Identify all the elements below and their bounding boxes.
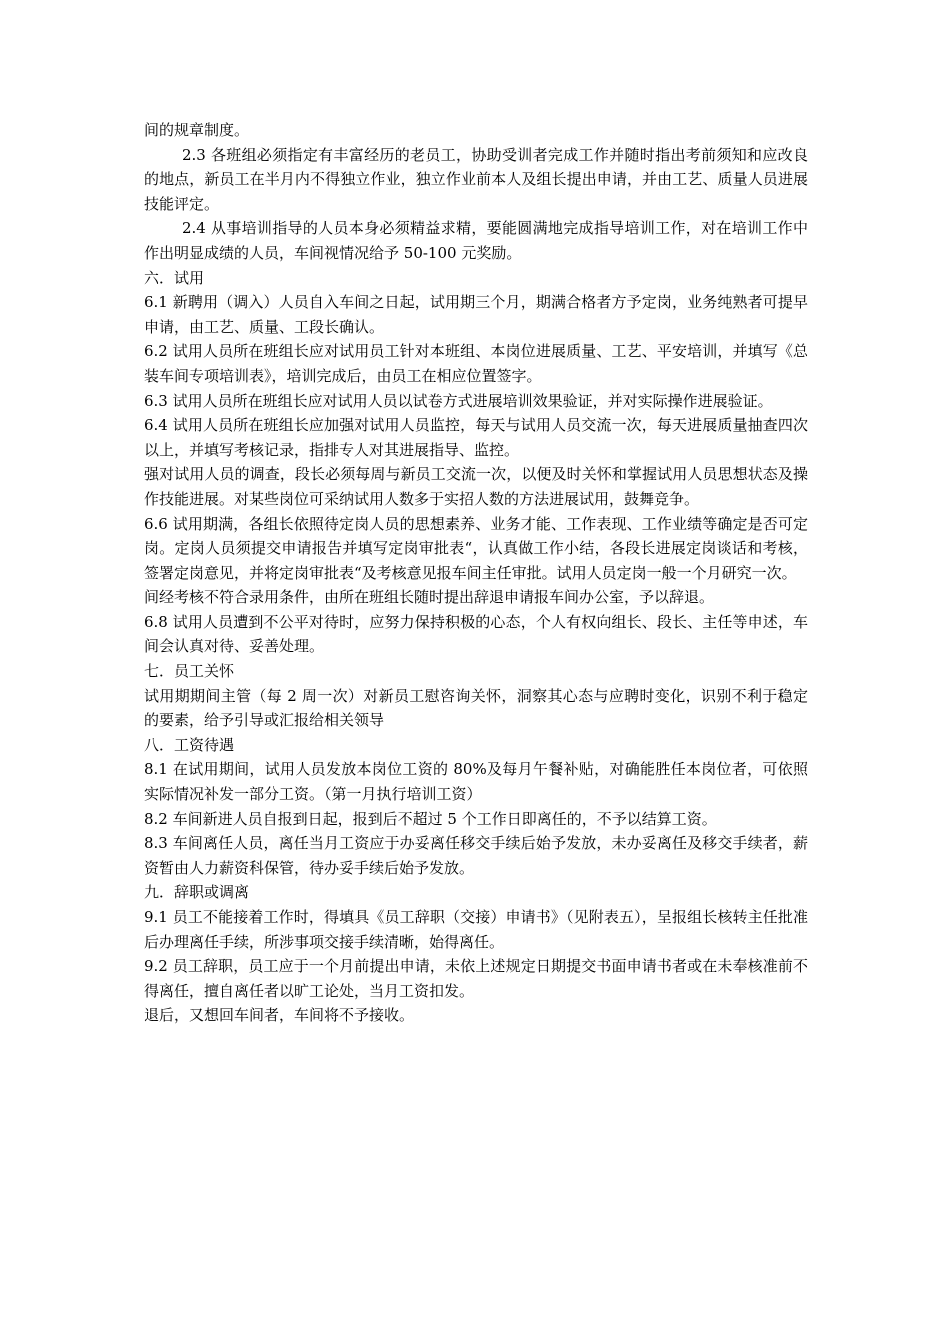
paragraph: 8.3 车间离任人员，离任当月工资应于办妥离任移交手续后始予发放，未办妥离任及移交手续者，薪资暂由人力薪资科保管，待办妥手续后始予发放。 [144, 834, 808, 877]
document-body [144, 118, 808, 1028]
section-heading: 八．工资待遇 [144, 735, 235, 754]
paragraph: 间经考核不符合录用条件，由所在班组长随时提出辞退申请报车间办公室，予以辞退。 [144, 588, 715, 607]
paragraph: 退后，又想回车间者，车间将不予接收。 [144, 1006, 415, 1025]
paragraph: 试用期期间主管（每 2 周一次）对新员工慰咨询关怀，洞察其心态与应聘时变化，识别不利于稳定的要素，给予引导或汇报给相关领导 [144, 686, 808, 730]
paragraph: 6.4 试用人员所在班组长应加强对试用人员监控，每天与试用人员交流一次，每天进展质量抽查四次以上，并填写考核记录，指排专人对其进展指导、监控。 [144, 416, 808, 459]
paragraph: 6.8 试用人员遭到不公平对待时，应努力保持积极的心态，个人有权向组长、段长、主任等申述，车间会认真对待、妥善处理。 [144, 612, 808, 656]
paragraph: 8.1 在试用期间，试用人员发放本岗位工资的 80%及每月午餐补贴，对确能胜任本岗位者，可依照实际情况补发一部分工资。（第一月执行培训工资） [144, 760, 808, 804]
paragraph: 2.4 从事培训指导的人员本身必须精益求精，要能圆满地完成指导培训工作，对在培训工作中作出明显成绩的人员，车间视情况给予 50-100 元奖励。 [144, 219, 808, 262]
paragraph: 2.3 各班组必须指定有丰富经历的老员工，协助受训者完成工作并随时指出考前须知和应改良的地点，新员工在半月内不得独立作业，独立作业前本人及组长提出申请，并由工艺、质量人员进展技能评定。 [144, 145, 808, 213]
paragraph: 强对试用人员的调查，段长必须每周与新员工交流一次，以便及时关怀和掌握试用人员思想状态及操作技能进展。对某些岗位可采纳试用人数多于实招人数的方法进展试用，鼓舞竞争。 [144, 465, 808, 508]
section-heading: 七．员工关怀 [144, 662, 235, 681]
paragraph: 间的规章制度。 [144, 121, 250, 139]
section-heading: 九．辞职或调离 [144, 883, 250, 902]
paragraph: 8.2 车间新进人员自报到日起，报到后不超过 5 个工作日即离任的，不予以结算工资。 [144, 809, 717, 828]
paragraph: 6.1 新聘用（调入）人员自入车间之日起，试用期三个月，期满合格者方予定岗，业务纯熟者可提早申请，由工艺、质量、工段长确认。 [144, 293, 808, 336]
paragraph: 6.3 试用人员所在班组长应对试用人员以试卷方式进展培训效果验证，并对实际操作进展验证。 [144, 391, 773, 410]
paragraph: 9.1 员工不能接着工作时，得填具《员工辞职（交接）申请书》（见附表五），呈报组长核转主任批准后办理离任手续，所涉事项交接手续清晰，始得离任。 [144, 908, 808, 951]
paragraph: 6.2 试用人员所在班组长应对试用员工针对本班组、本岗位进展质量、工艺、平安培训，并填写《总装车间专项培训表》，培训完成后，由员工在相应位置签字。 [144, 342, 808, 385]
paragraph: 6.6 试用期满，各组长依照待定岗人员的思想素养、业务才能、工作表现、工作业绩等确定是否可定岗。定岗人员须提交申请报告并填写定岗审批表“，认真做工作小结，各段长进展定岗谈话和考核，签署定岗意见，并将定岗审批表“及考核意见报车间主任审批。试用人员定岗一般一个月研究一次。 [144, 514, 808, 582]
paragraph: 9.2 员工辞职，员工应于一个月前提出申请，未依上述规定日期提交书面申请书者或在未奉核准前不得离任，擅自离任者以旷工论处，当月工资扣发。 [144, 957, 808, 1000]
section-heading: 六．试用 [144, 268, 205, 287]
